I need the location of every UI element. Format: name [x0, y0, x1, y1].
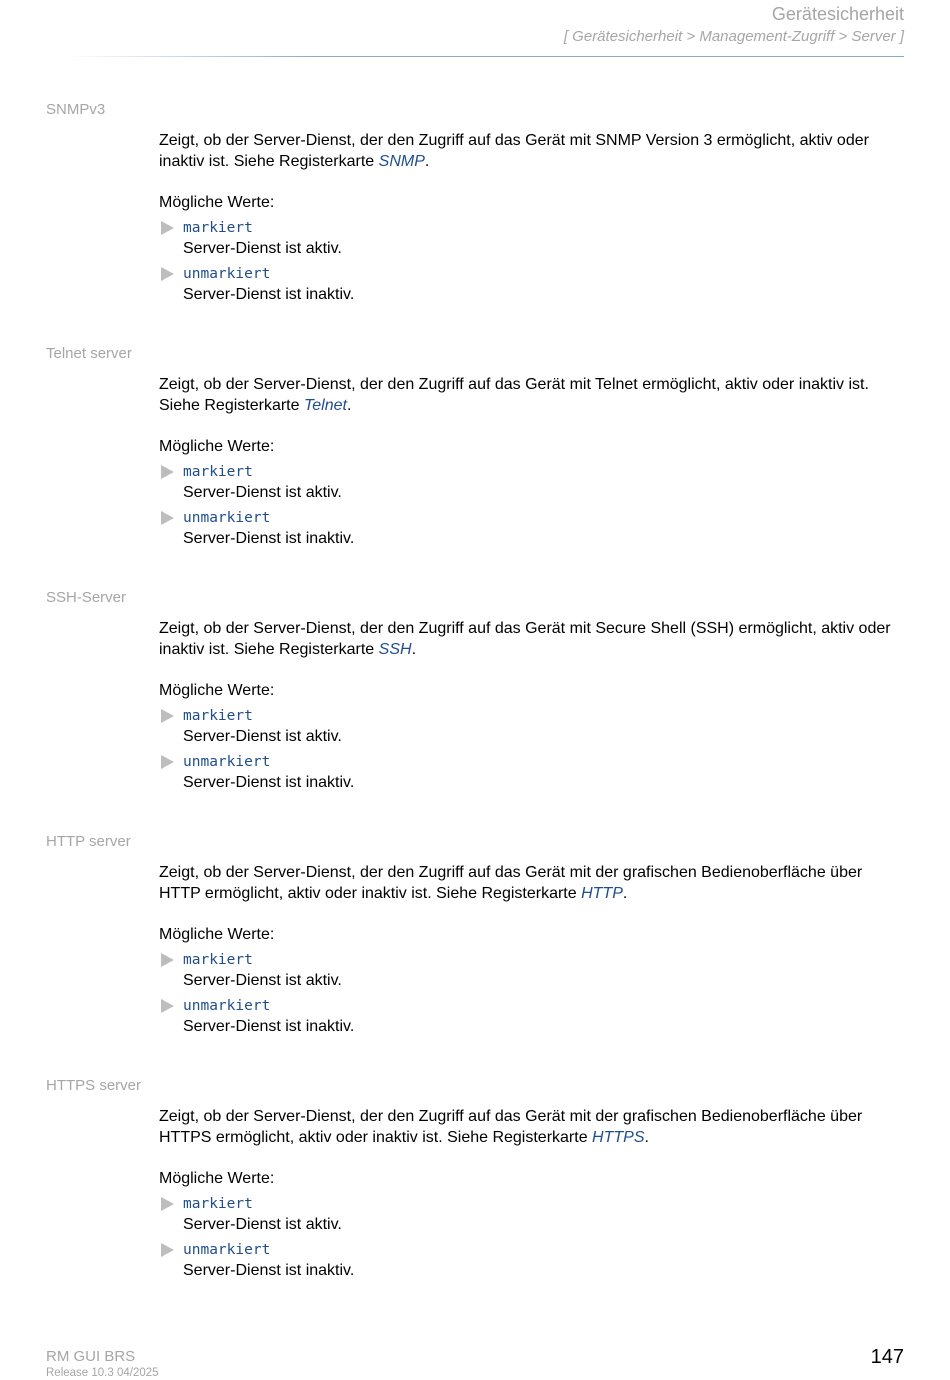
value-item	[159, 218, 907, 259]
tab-link-https[interactable]: HTTPS	[592, 1129, 645, 1146]
triangle-bullet-icon	[161, 267, 174, 281]
value-item	[159, 950, 907, 991]
value-item	[159, 1240, 907, 1281]
triangle-bullet-icon	[161, 999, 174, 1013]
tab-link-telnet[interactable]: Telnet	[303, 397, 347, 414]
value-description: Server-Dienst ist aktiv.	[183, 1216, 342, 1233]
section-body	[159, 130, 907, 305]
section-telnet-server	[0, 344, 950, 588]
values-title: Mögliche Werte:	[159, 194, 275, 211]
section-body	[159, 862, 907, 1037]
value-item	[159, 706, 907, 747]
values-title: Mögliche Werte:	[159, 1170, 275, 1187]
value-description: Server-Dienst ist aktiv.	[183, 972, 342, 989]
value-item	[159, 752, 907, 793]
value-description: Server-Dienst ist aktiv.	[183, 240, 342, 257]
section-snmpv3	[0, 100, 950, 344]
page-footer	[46, 1348, 159, 1380]
description-suffix: .	[346, 397, 352, 414]
tab-link-http[interactable]: HTTP	[581, 885, 623, 902]
section-description	[159, 618, 907, 660]
value-code: unmarkiert	[183, 1242, 271, 1258]
section-http-server	[0, 832, 950, 1076]
value-code: unmarkiert	[183, 510, 271, 526]
chapter-title: Gerätesicherheit	[771, 4, 904, 24]
page-header	[564, 2, 904, 47]
value-description: Server-Dienst ist aktiv.	[183, 484, 342, 501]
breadcrumb: [ Gerätesicherheit > Management-Zugriff > Server ]	[563, 28, 904, 45]
triangle-bullet-icon	[161, 1243, 174, 1257]
section-description	[159, 1106, 907, 1148]
value-description: Server-Dienst ist inaktiv.	[183, 1018, 355, 1035]
section-label: SSH-Server	[46, 589, 127, 606]
value-item	[159, 462, 907, 503]
section-body	[159, 1106, 907, 1281]
triangle-bullet-icon	[161, 465, 174, 479]
section-description	[159, 130, 907, 172]
section-label: SNMPv3	[46, 101, 106, 118]
description-text: Zeigt, ob der Server-Dienst, der den Zugriff auf das Gerät mit Telnet ermöglicht, aktiv oder inaktiv ist. Siehe Registerkarte	[159, 376, 869, 414]
section-label: Telnet server	[46, 345, 132, 362]
tab-link-snmp[interactable]: SNMP	[378, 153, 425, 170]
value-code: markiert	[183, 1196, 253, 1212]
value-code: markiert	[183, 952, 253, 968]
section-body	[159, 374, 907, 549]
triangle-bullet-icon	[161, 511, 174, 525]
section-label: HTTPS server	[46, 1077, 142, 1094]
section-label: HTTP server	[46, 833, 131, 850]
value-item	[159, 1194, 907, 1235]
value-item	[159, 264, 907, 305]
triangle-bullet-icon	[161, 755, 174, 769]
footer-release: Release 10.3 04/2025	[46, 1367, 159, 1379]
value-code: markiert	[183, 464, 253, 480]
description-text: Zeigt, ob der Server-Dienst, der den Zugriff auf das Gerät mit Secure Shell (SSH) ermöglicht, aktiv oder inaktiv ist. Siehe Registerkarte	[159, 620, 891, 658]
value-description: Server-Dienst ist inaktiv.	[183, 774, 355, 791]
description-suffix: .	[411, 641, 417, 658]
section-ssh-server	[0, 588, 950, 832]
description-text: Zeigt, ob der Server-Dienst, der den Zugriff auf das Gerät mit SNMP Version 3 ermöglicht, aktiv oder inaktiv ist. Siehe Registerkarte	[159, 132, 869, 170]
description-text: Zeigt, ob der Server-Dienst, der den Zugriff auf das Gerät mit der grafischen Bedienoberfläche über HTTPS ermöglicht, aktiv oder inaktiv ist. Siehe Registerkarte	[159, 1108, 863, 1146]
tab-link-ssh[interactable]: SSH	[378, 641, 412, 658]
header-divider	[66, 56, 904, 57]
value-code: unmarkiert	[183, 754, 271, 770]
description-text: Zeigt, ob der Server-Dienst, der den Zugriff auf das Gerät mit der grafischen Bedienoberfläche über HTTP ermöglicht, aktiv oder inaktiv ist. Siehe Registerkarte	[159, 864, 863, 902]
description-suffix: .	[424, 153, 430, 170]
footer-document-name: RM GUI BRS	[46, 1348, 136, 1365]
parameter-list	[0, 100, 950, 1320]
values-title: Mögliche Werte:	[159, 926, 275, 943]
section-body	[159, 618, 907, 793]
triangle-bullet-icon	[161, 953, 174, 967]
page-number: 147	[870, 1346, 904, 1368]
description-suffix: .	[644, 1129, 649, 1146]
value-item	[159, 996, 907, 1037]
value-description: Server-Dienst ist inaktiv.	[183, 1262, 355, 1279]
value-description: Server-Dienst ist inaktiv.	[183, 286, 355, 303]
description-suffix: .	[622, 885, 628, 902]
values-title: Mögliche Werte:	[159, 682, 275, 699]
value-description: Server-Dienst ist aktiv.	[183, 728, 342, 745]
values-title: Mögliche Werte:	[159, 438, 275, 455]
value-code: unmarkiert	[183, 998, 271, 1014]
section-https-server	[0, 1076, 950, 1320]
triangle-bullet-icon	[161, 1197, 174, 1211]
value-code: markiert	[183, 708, 253, 724]
value-item	[159, 508, 907, 549]
triangle-bullet-icon	[161, 221, 174, 235]
value-code: markiert	[183, 220, 253, 236]
value-code: unmarkiert	[183, 266, 271, 282]
value-description: Server-Dienst ist inaktiv.	[183, 530, 355, 547]
section-description	[159, 862, 907, 904]
section-description	[159, 374, 907, 416]
triangle-bullet-icon	[161, 709, 174, 723]
